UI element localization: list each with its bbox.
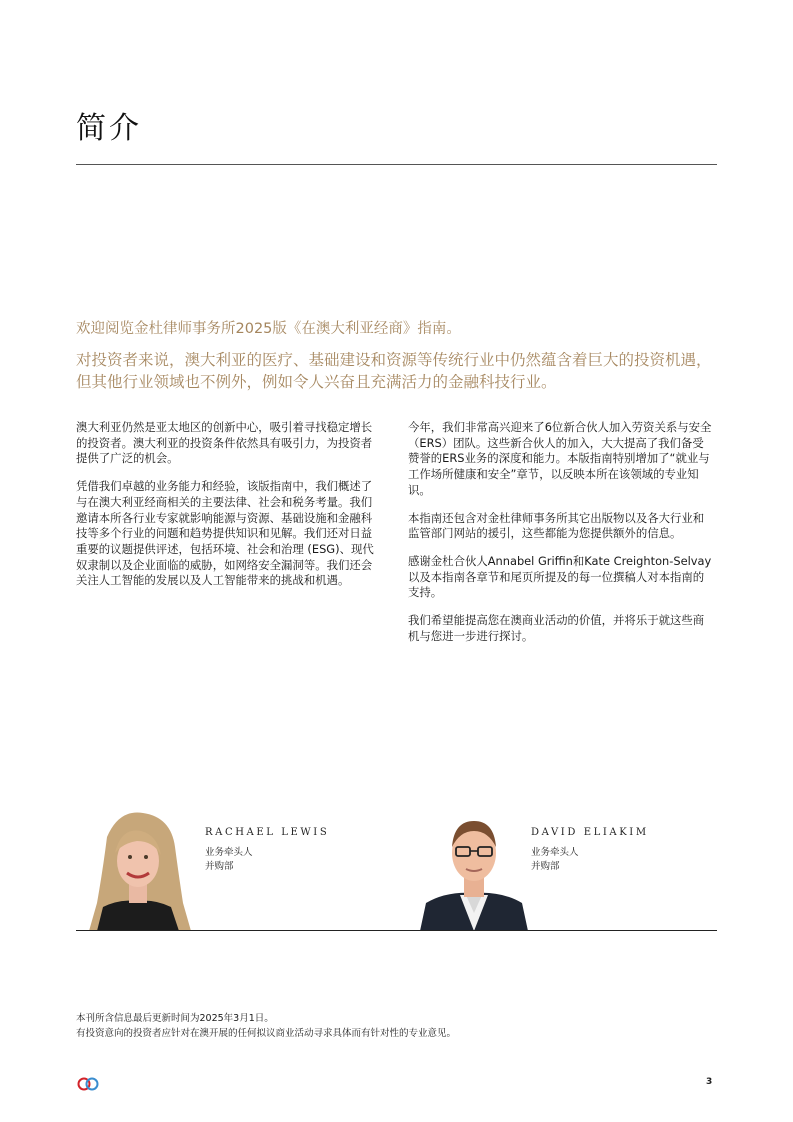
footnote	[76, 1011, 456, 1041]
footnote-update-date: 本刊所含信息最后更新时间为2025年3月1日。	[76, 1013, 274, 1024]
portrait-rachael-lewis	[79, 807, 195, 931]
signatory-department: 并购部	[531, 861, 560, 872]
page-title: 简介	[76, 111, 142, 146]
signatory-name: DAVID ELIAKIM	[531, 827, 649, 838]
intro-lead: 欢迎阅览金杜律师事务所2025版《在澳大利亚经商》指南。	[76, 321, 461, 337]
left-column	[76, 420, 382, 601]
signatory-department: 并购部	[205, 861, 234, 872]
paragraph: 感谢金杜合伙人Annabel Griffin和Kate Creighton-Selvay以及本指南各章节和尾页所提及的每一位撰稿人对本指南的支持。	[408, 553, 712, 600]
footnote-advice: 有投资意向的投资者应针对在澳开展的任何拟议商业活动寻求具体而有针对性的专业意见。	[76, 1028, 457, 1039]
paragraph: 澳大利亚仍然是亚太地区的创新中心，吸引着寻找稳定增长的投资者。澳大利亚的投资条件依然具有吸引力，为投资者提供了广泛的机会。	[76, 420, 373, 466]
signatory-name: RACHAEL LEWIS	[205, 827, 330, 838]
paragraph: 今年，我们非常高兴迎来了6位新合伙人加入劳资关系与安全（ERS）团队。这些新合伙人的加入，大大提高了我们备受赞誉的ERS业务的深度和能力。本版指南特别增加了“就业与工作场所健康和安全”章节，以反映本所在该领域的专业知识。	[408, 420, 712, 497]
paragraph: 我们希望能提高您在澳商业活动的价值，并将乐于就这些商机与您进一步进行探讨。	[408, 613, 705, 643]
signatory-block	[205, 827, 329, 874]
signatory-role: 业务牵头人	[205, 847, 253, 858]
signatory-role: 业务牵头人	[531, 847, 579, 858]
title-divider	[76, 164, 717, 165]
intro-statement: 对投资者来说，澳大利亚的医疗、基础建设和资源等传统行业中仍然蕴含着巨大的投资机遇，但其他行业领域也不例外，例如令人兴奋且充满活力的金融科技行业。	[76, 351, 712, 391]
paragraph: 本指南还包含对金杜律师事务所其它出版物以及各大行业和监管部门网站的援引，这些都能为您提供额外的信息。	[408, 510, 705, 541]
portrait-david-eliakim	[416, 807, 532, 931]
paragraph: 凭借我们卓越的业务能力和经验，该版指南中，我们概述了与在澳大利亚经商相关的主要法律、社会和税务考量。我们邀请本所各行业专家就影响能源与资源、基础设施和金融科技等多个行业的问题和趋势提供知识和见解。我们还对日益重要的议题提供评述，包括环境、社会和治理 (ESG)、现代奴隶制以及企业面临的威胁，如网络安全漏洞等。我们还会关注人工智能的发展以及人工智能带来的挑战和机遇。	[76, 479, 374, 588]
right-column	[408, 420, 714, 656]
signatory-block	[531, 827, 649, 874]
king-wood-mallesons-rings-icon	[76, 1076, 100, 1090]
page-number: 3	[706, 1077, 713, 1087]
signature-divider	[76, 930, 717, 931]
